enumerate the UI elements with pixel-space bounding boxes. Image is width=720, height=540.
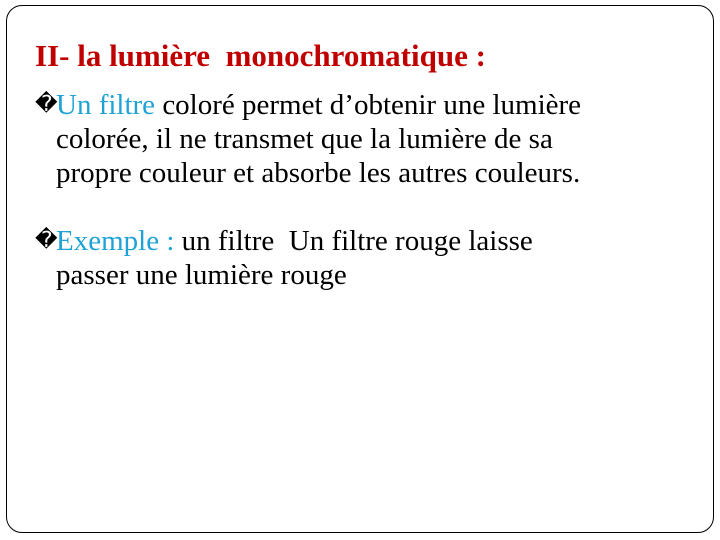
bullet-exemple (35, 224, 533, 292)
bullet-text: un filtre Un filtre rouge laisse (174, 225, 533, 257)
bullet-text: coloré permet d’obtenir une lumière (155, 89, 582, 121)
bullet-line-1 (35, 88, 581, 122)
slide-frame (6, 5, 714, 533)
slide-title: II- la lumière monochromatique : (35, 38, 486, 73)
bullet-line-4 (35, 224, 533, 258)
keyword-un-filtre: Un filtre (56, 89, 156, 121)
bullet-line-2: colorée, il ne transmet que la lumière de sa (56, 123, 553, 155)
keyword-exemple: Exemple : (56, 225, 175, 257)
bullet-line-3: propre couleur et absorbe les autres couleurs. (56, 157, 581, 189)
bullet-filtre (35, 88, 581, 190)
bullet-marker-icon: � (35, 228, 58, 253)
bullet-line-5: passer une lumière rouge (56, 259, 347, 291)
bullet-marker-icon: � (35, 92, 58, 117)
